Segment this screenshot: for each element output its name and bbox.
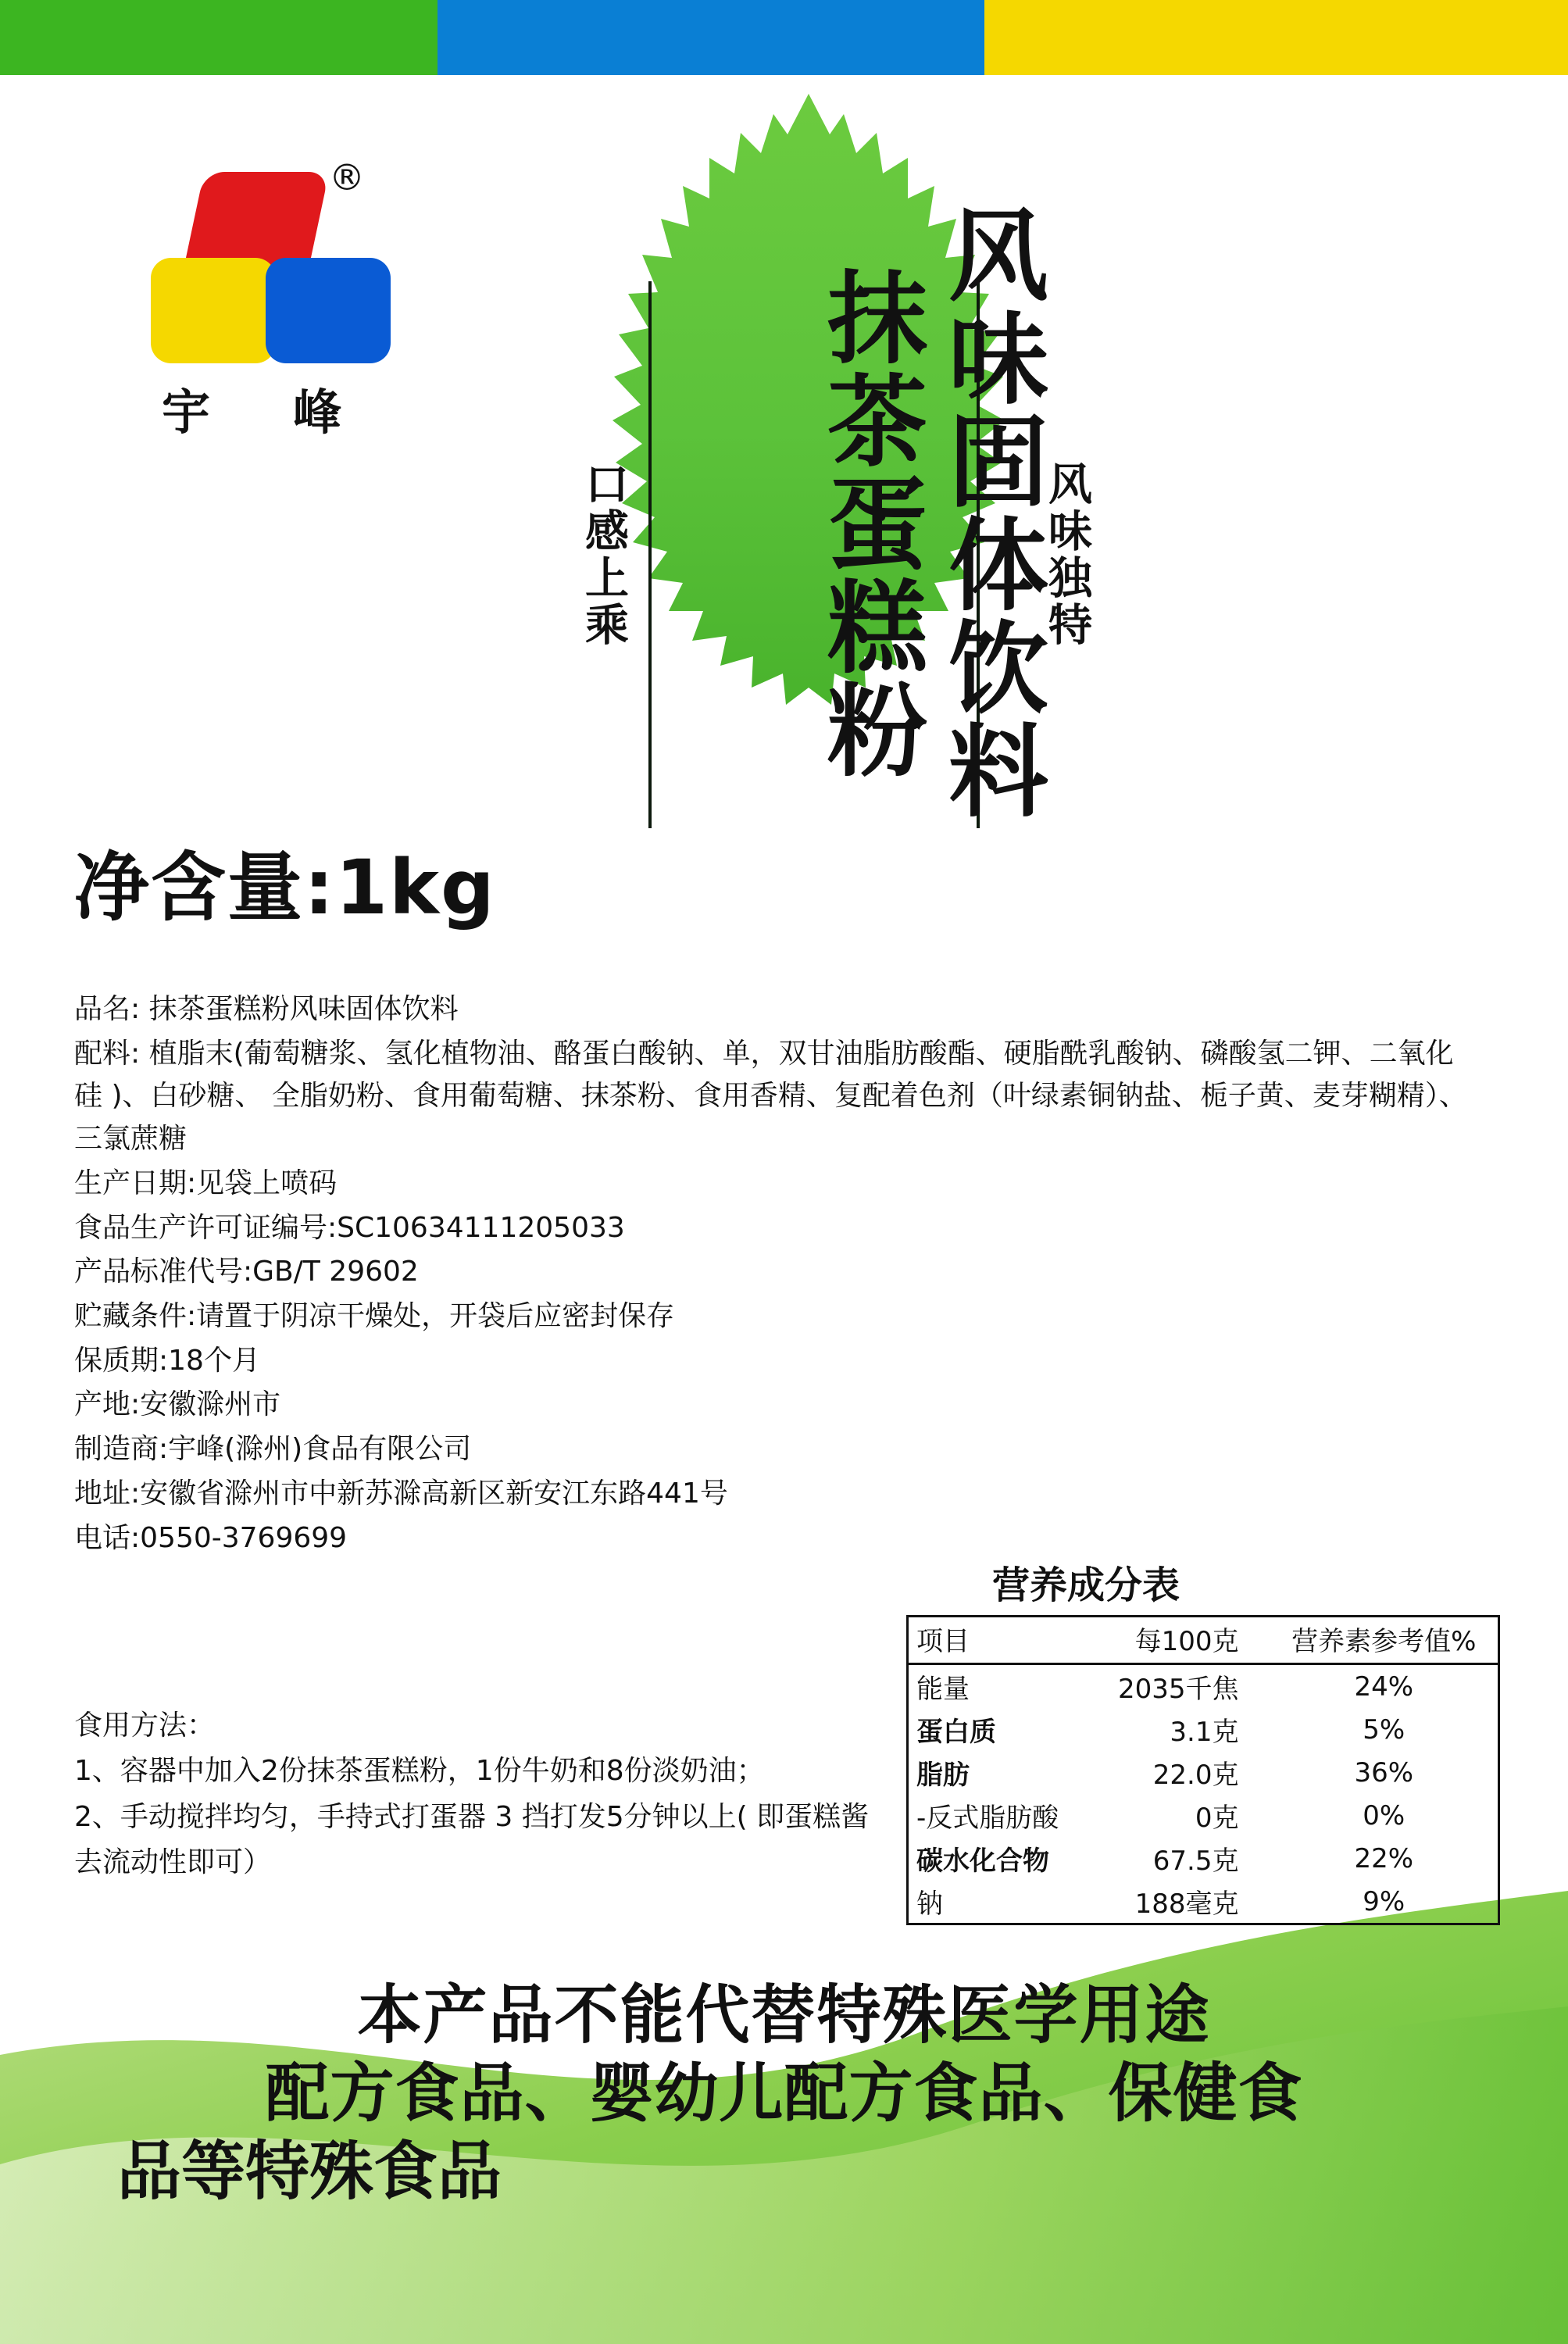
info-origin: 产地:安徽滁州市	[74, 1388, 281, 1421]
warning-line-2: 配方食品、婴幼儿配方食品、保健食	[265, 2056, 1303, 2131]
logo-cube-blue-icon	[266, 258, 391, 363]
product-title-line-1: 风味固体饮料	[931, 203, 1048, 822]
table-row	[908, 1664, 1499, 1709]
tagline-right: 风味独特	[1041, 461, 1092, 649]
table-row	[908, 1751, 1499, 1794]
product-info-block	[74, 988, 1467, 1561]
nutrition-item-name: 碳水化合物	[916, 1846, 1049, 1877]
warning-line-3: 品等特殊食品	[117, 2135, 502, 2210]
usage-step-2: 2、手动搅拌均匀，手持式打蛋器 3 挡打发5分钟以上( 即蛋糕酱去流动性即可）	[74, 1800, 870, 1878]
brand-name-char-2: 峰	[293, 384, 342, 441]
nutrition-header-row	[908, 1617, 1499, 1664]
brand-name-char-1: 宇	[162, 384, 211, 441]
registered-trademark-icon: ®	[329, 156, 365, 198]
nutrition-header-per100g: 每100克	[1088, 1617, 1270, 1664]
nutrition-table	[906, 1615, 1500, 1925]
top-color-bar	[0, 0, 1568, 75]
net-weight-label: 净含量:1kg	[74, 844, 496, 931]
product-title-line-2: 抹茶蛋糕粉	[810, 266, 927, 781]
info-license-number: 食品生产许可证编号:SC10634111205033	[74, 1211, 625, 1244]
table-row	[908, 1794, 1499, 1837]
nutrition-header-item: 项目	[908, 1617, 1089, 1664]
info-address: 地址:安徽省滁州市中新苏滁高新区新安江东路441号	[74, 1477, 728, 1510]
leaf-graphic	[477, 86, 1141, 961]
nutrition-item-nrv: 5%	[1363, 1713, 1405, 1745]
brand-logo	[145, 156, 402, 453]
nutrition-header-nrv: 营养素参考值%	[1270, 1617, 1499, 1664]
table-row	[908, 1837, 1499, 1880]
nutrition-title: 营养成分表	[992, 1563, 1180, 1607]
nutrition-item-value: 3.1克	[1170, 1717, 1239, 1748]
info-standard-code: 产品标准代号:GB/T 29602	[74, 1256, 419, 1288]
info-storage-conditions: 贮藏条件:请置于阴凉干燥处，开袋后应密封保存	[74, 1300, 675, 1333]
nutrition-facts-panel	[906, 1555, 1523, 1925]
info-shelf-life: 保质期:18个月	[74, 1344, 260, 1377]
nutrition-item-value: 22.0克	[1152, 1760, 1239, 1791]
table-row	[908, 1880, 1499, 1924]
color-segment-yellow	[984, 0, 1568, 75]
info-phone: 电话:0550-3769699	[74, 1521, 348, 1554]
leaf-divider-left	[648, 281, 652, 828]
nutrition-table-head	[908, 1617, 1499, 1664]
nutrition-item-name: 钠	[916, 1888, 943, 1920]
nutrition-item-value: 67.5克	[1152, 1846, 1239, 1877]
nutrition-item-value: 2035千焦	[1117, 1674, 1239, 1705]
nutrition-item-nrv: 0%	[1363, 1799, 1405, 1831]
usage-title: 食用方法：	[74, 1710, 216, 1742]
nutrition-item-nrv: 9%	[1363, 1885, 1405, 1917]
nutrition-item-name: 脂肪	[916, 1760, 970, 1791]
nutrition-item-name: -反式脂肪酸	[916, 1803, 1059, 1834]
regulatory-warning-block	[0, 1977, 1568, 2211]
nutrition-item-nrv: 36%	[1354, 1756, 1414, 1788]
table-row	[908, 1708, 1499, 1751]
nutrition-item-value: 0克	[1195, 1803, 1239, 1834]
color-segment-blue	[438, 0, 984, 75]
nutrition-item-nrv: 22%	[1354, 1842, 1414, 1874]
info-manufacturer: 制造商:宇峰(滁州)食品有限公司	[74, 1433, 472, 1466]
nutrition-item-value: 188毫克	[1134, 1888, 1239, 1920]
nutrition-item-name: 蛋白质	[916, 1717, 996, 1748]
info-ingredients: 配料: 植脂末(葡萄糖浆、氢化植物油、酪蛋白酸钠、单，双甘油脂肪酸酯、硬脂酰乳酸钠、磷酸氢二钾、二氧化硅 )、白砂糖、 全脂奶粉、食用葡萄糖、抹茶粉、食用香精、复配着色剂（叶绿素铜钠盐、栀子黄、麦芽糊精）、三氯蔗糖	[74, 1037, 1467, 1156]
info-product-name: 品名: 抹茶蛋糕粉风味固体饮料	[74, 993, 459, 1025]
nutrition-item-nrv: 24%	[1354, 1670, 1414, 1703]
tagline-left: 口感上乘	[578, 461, 629, 649]
warning-line-1: 本产品不能代替特殊医学用途	[357, 1978, 1211, 2053]
color-segment-green	[0, 0, 438, 75]
nutrition-item-name: 能量	[916, 1674, 970, 1705]
logo-cube-yellow-icon	[151, 258, 276, 363]
usage-step-1: 1、容器中加入2份抹茶蛋糕粉，1份牛奶和8份淡奶油；	[74, 1755, 765, 1788]
nutrition-table-body	[908, 1664, 1499, 1924]
info-production-date: 生产日期:见袋上喷码	[74, 1167, 338, 1199]
